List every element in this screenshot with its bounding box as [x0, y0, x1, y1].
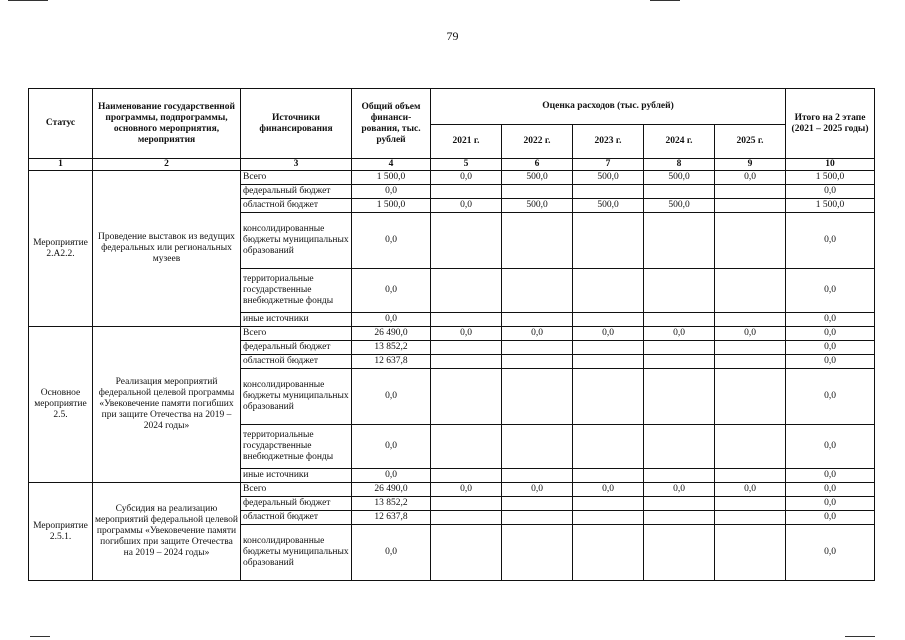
cell-year-value: 500,0	[573, 171, 644, 185]
cell-year-value: 500,0	[502, 171, 573, 185]
cell-year-value	[573, 469, 644, 483]
cell-year-value	[644, 355, 715, 369]
cell-itogo: 0,0	[786, 185, 875, 199]
header-year: 2024 г.	[644, 125, 715, 159]
cell-total: 0,0	[352, 185, 431, 199]
cell-source: областной бюджет	[241, 199, 352, 213]
cell-total: 0,0	[352, 313, 431, 327]
cell-source: Всего	[241, 327, 352, 341]
cell-year-value	[573, 341, 644, 355]
column-number: 10	[786, 159, 875, 171]
cell-year-value: 0,0	[502, 327, 573, 341]
cell-year-value	[502, 341, 573, 355]
cell-year-value: 0,0	[715, 171, 786, 185]
cell-year-value	[502, 185, 573, 199]
cell-total: 0,0	[352, 469, 431, 483]
cell-total: 12 637,8	[352, 511, 431, 525]
cell-year-value: 500,0	[573, 199, 644, 213]
cell-itogo: 0,0	[786, 497, 875, 511]
header-status: Статус	[29, 89, 93, 159]
column-number: 2	[93, 159, 241, 171]
cell-year-value	[431, 469, 502, 483]
cell-year-value	[502, 369, 573, 425]
cell-source: иные источники	[241, 313, 352, 327]
cell-total: 0,0	[352, 269, 431, 313]
cell-total: 26 490,0	[352, 483, 431, 497]
cell-year-value	[502, 213, 573, 269]
cell-total: 13 852,2	[352, 341, 431, 355]
cell-year-value	[502, 425, 573, 469]
cell-year-value	[644, 341, 715, 355]
cell-year-value	[573, 313, 644, 327]
cell-year-value	[431, 511, 502, 525]
cell-year-value	[573, 355, 644, 369]
scan-artifact	[8, 0, 48, 1]
cell-year-value: 500,0	[644, 199, 715, 213]
column-number: 9	[715, 159, 786, 171]
cell-year-value: 0,0	[715, 327, 786, 341]
cell-itogo: 0,0	[786, 511, 875, 525]
table-row	[29, 483, 875, 497]
cell-year-value	[715, 199, 786, 213]
cell-year-value	[502, 269, 573, 313]
cell-year-value	[502, 469, 573, 483]
cell-year-value	[573, 213, 644, 269]
cell-year-value	[573, 497, 644, 511]
cell-source: федеральный бюджет	[241, 497, 352, 511]
cell-total: 12 637,8	[352, 355, 431, 369]
cell-itogo: 0,0	[786, 469, 875, 483]
cell-year-value	[644, 313, 715, 327]
cell-year-value	[644, 369, 715, 425]
header-total: Общий объем финанси-рования, тыс. рублей	[352, 89, 431, 159]
cell-year-value	[715, 369, 786, 425]
cell-source: консолидированные бюджеты муниципальных образований	[241, 525, 352, 581]
cell-itogo: 0,0	[786, 369, 875, 425]
cell-year-value: 0,0	[431, 199, 502, 213]
column-number: 5	[431, 159, 502, 171]
cell-year-value	[644, 511, 715, 525]
cell-year-value	[715, 313, 786, 327]
cell-year-value	[573, 425, 644, 469]
cell-year-value	[573, 511, 644, 525]
scan-artifact	[30, 636, 50, 637]
cell-year-value	[502, 355, 573, 369]
cell-year-value	[644, 185, 715, 199]
budget-table	[28, 88, 875, 581]
column-number: 6	[502, 159, 573, 171]
column-number: 3	[241, 159, 352, 171]
cell-year-value	[431, 269, 502, 313]
cell-year-value: 500,0	[502, 199, 573, 213]
cell-year-value	[715, 355, 786, 369]
cell-year-value: 0,0	[431, 171, 502, 185]
cell-year-value	[644, 497, 715, 511]
header-year: 2025 г.	[715, 125, 786, 159]
cell-year-value	[715, 269, 786, 313]
cell-year-value	[644, 525, 715, 581]
cell-year-value	[573, 369, 644, 425]
cell-total: 0,0	[352, 525, 431, 581]
cell-total: 26 490,0	[352, 327, 431, 341]
cell-year-value: 500,0	[644, 171, 715, 185]
row-name: Проведение выставок из ведущих федеральных или региональных музеев	[93, 171, 241, 327]
cell-year-value: 0,0	[431, 483, 502, 497]
cell-source: территориальные государственные внебюджетные фонды	[241, 425, 352, 469]
cell-year-value	[502, 525, 573, 581]
page-number: 79	[446, 29, 459, 43]
cell-total: 0,0	[352, 213, 431, 269]
cell-total: 13 852,2	[352, 497, 431, 511]
cell-year-value	[431, 213, 502, 269]
cell-source: Всего	[241, 483, 352, 497]
cell-itogo: 0,0	[786, 425, 875, 469]
cell-source: федеральный бюджет	[241, 341, 352, 355]
header-source: Источники финансирования	[241, 89, 352, 159]
cell-year-value	[431, 497, 502, 511]
table-row	[29, 171, 875, 185]
cell-itogo: 0,0	[786, 327, 875, 341]
cell-year-value	[573, 269, 644, 313]
cell-itogo: 0,0	[786, 213, 875, 269]
cell-year-value	[431, 369, 502, 425]
cell-source: консолидированные бюджеты муниципальных образований	[241, 369, 352, 425]
row-status: Мероприятие 2.А2.2.	[29, 171, 93, 327]
cell-source: областной бюджет	[241, 511, 352, 525]
column-number-row	[29, 159, 875, 171]
cell-year-value	[502, 511, 573, 525]
cell-year-value	[431, 185, 502, 199]
column-number: 1	[29, 159, 93, 171]
cell-source: территориальные государственные внебюджетные фонды	[241, 269, 352, 313]
cell-source: федеральный бюджет	[241, 185, 352, 199]
row-status: Мероприятие 2.5.1.	[29, 483, 93, 581]
cell-year-value: 0,0	[715, 483, 786, 497]
cell-year-value	[644, 269, 715, 313]
cell-year-value	[573, 185, 644, 199]
header-itogo: Итого на 2 этапе (2021 – 2025 годы)	[786, 89, 875, 159]
table-row	[29, 327, 875, 341]
header-year: 2022 г.	[502, 125, 573, 159]
cell-year-value	[715, 511, 786, 525]
cell-source: консолидированные бюджеты муниципальных образований	[241, 213, 352, 269]
cell-year-value: 0,0	[573, 327, 644, 341]
cell-itogo: 1 500,0	[786, 171, 875, 185]
cell-year-value	[502, 313, 573, 327]
cell-year-value	[715, 185, 786, 199]
row-name: Реализация мероприятий федеральной целевой программы «Увековечение памяти погибших при защите Отечества на 2019 – 2024 годы»	[93, 327, 241, 483]
cell-itogo: 1 500,0	[786, 199, 875, 213]
header-year: 2023 г.	[573, 125, 644, 159]
cell-total: 1 500,0	[352, 171, 431, 185]
column-number: 8	[644, 159, 715, 171]
cell-year-value	[431, 341, 502, 355]
cell-year-value	[715, 525, 786, 581]
cell-itogo: 0,0	[786, 355, 875, 369]
cell-total: 1 500,0	[352, 199, 431, 213]
cell-year-value	[715, 213, 786, 269]
cell-itogo: 0,0	[786, 525, 875, 581]
cell-year-value	[715, 341, 786, 355]
cell-year-value: 0,0	[573, 483, 644, 497]
scan-artifact	[650, 0, 680, 1]
cell-itogo: 0,0	[786, 269, 875, 313]
cell-year-value	[644, 213, 715, 269]
cell-year-value	[573, 525, 644, 581]
cell-year-value	[502, 497, 573, 511]
cell-year-value	[431, 425, 502, 469]
cell-source: Всего	[241, 171, 352, 185]
cell-itogo: 0,0	[786, 341, 875, 355]
cell-year-value	[715, 425, 786, 469]
header-year: 2021 г.	[431, 125, 502, 159]
cell-year-value	[715, 497, 786, 511]
cell-total: 0,0	[352, 369, 431, 425]
row-status: Основное мероприятие 2.5.	[29, 327, 93, 483]
cell-itogo: 0,0	[786, 313, 875, 327]
column-number: 7	[573, 159, 644, 171]
cell-year-value	[644, 425, 715, 469]
scan-artifact	[845, 636, 875, 637]
cell-year-value	[431, 355, 502, 369]
row-name: Субсидия на реализацию мероприятий федеральной целевой программы «Увековечение памяти погибших при защите Отечества на 2019 – 2024 годы»	[93, 483, 241, 581]
cell-year-value	[644, 469, 715, 483]
cell-total: 0,0	[352, 425, 431, 469]
header-estimate: Оценка расходов (тыс. рублей)	[431, 89, 786, 125]
cell-source: областной бюджет	[241, 355, 352, 369]
cell-year-value: 0,0	[644, 327, 715, 341]
header-name: Наименование государственной программы, подпрограммы, основного мероприятия, мероприятия	[93, 89, 241, 159]
cell-year-value	[715, 469, 786, 483]
cell-year-value	[431, 313, 502, 327]
cell-year-value: 0,0	[431, 327, 502, 341]
column-number: 4	[352, 159, 431, 171]
cell-year-value: 0,0	[644, 483, 715, 497]
cell-source: иные источники	[241, 469, 352, 483]
cell-year-value	[431, 525, 502, 581]
cell-year-value: 0,0	[502, 483, 573, 497]
cell-itogo: 0,0	[786, 483, 875, 497]
